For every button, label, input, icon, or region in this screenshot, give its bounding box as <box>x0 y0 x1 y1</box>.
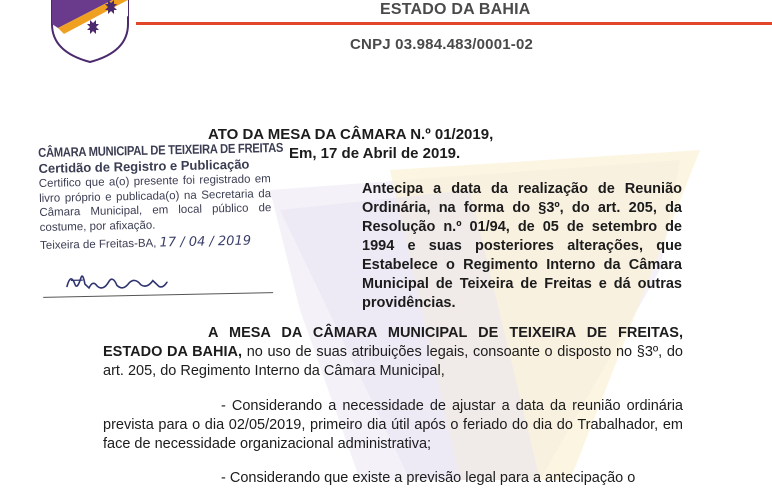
header-divider <box>136 22 772 25</box>
signature-icon <box>63 266 194 297</box>
considerando-paragraph-1: - Considerando a necessidade de ajustar a data da reunião ordinária prevista para o dia 02/05/2019, primeiro dia útil após o feriado do dia do Trabalhador, em face de necessidade organizacional administrativa; <box>103 398 683 452</box>
stamp-date-handwritten: 17 / 04 / 2019 <box>159 233 252 251</box>
stamp-date-line <box>40 233 272 253</box>
header-state-name: ESTADO DA BAHIA <box>380 1 531 18</box>
header-cnpj: CNPJ 03.984.483/0001-02 <box>350 36 534 53</box>
considerando-paragraph-2: - Considerando que existe a previsão legal para a antecipação o <box>221 470 636 486</box>
intro-text: no uso de suas atribuições legais, consoante o disposto no §3º, do art. 205, do Regimento Interno da Câmara Municipal, <box>103 344 684 379</box>
act-ementa: Antecipa a data da realização de Reunião Ordinária, na forma do §3º, do art. 205, da Resolução n.º 01/94, de 05 de setembro de 1994 e suas posteriores alterações, que Estabelece o Regimento Interno da Câmara Municipal de Teixeira de Freitas e dá outras providências. <box>362 181 682 311</box>
act-title: ATO DA MESA DA CÂMARA N.º 01/2019, <box>208 126 494 143</box>
stamp-certification-text: Certifico que a(o) presente foi registrado em livro próprio e publicada(o) na Secretaria da Câmara Municipal, em local público de costume, por afixação. <box>38 173 272 234</box>
act-date: Em, 17 de Abril de 2019. <box>289 145 461 162</box>
intro-bold-text: A MESA DA CÂMARA MUNICIPAL DE TEIXEIRA DE FREITAS, ESTADO DA BAHIA, <box>103 325 683 360</box>
stamp-date-prefix: Teixeira de Freitas-BA, <box>39 237 157 252</box>
stamp-organization: CÂMARA MUNICIPAL DE TEIXEIRA DE FREITAS <box>38 139 284 160</box>
registration-stamp <box>38 139 284 253</box>
intro-paragraph <box>103 324 683 381</box>
municipal-crest-icon <box>48 0 132 62</box>
stamp-subtitle: Certidão de Registro e Publicação <box>38 156 250 176</box>
